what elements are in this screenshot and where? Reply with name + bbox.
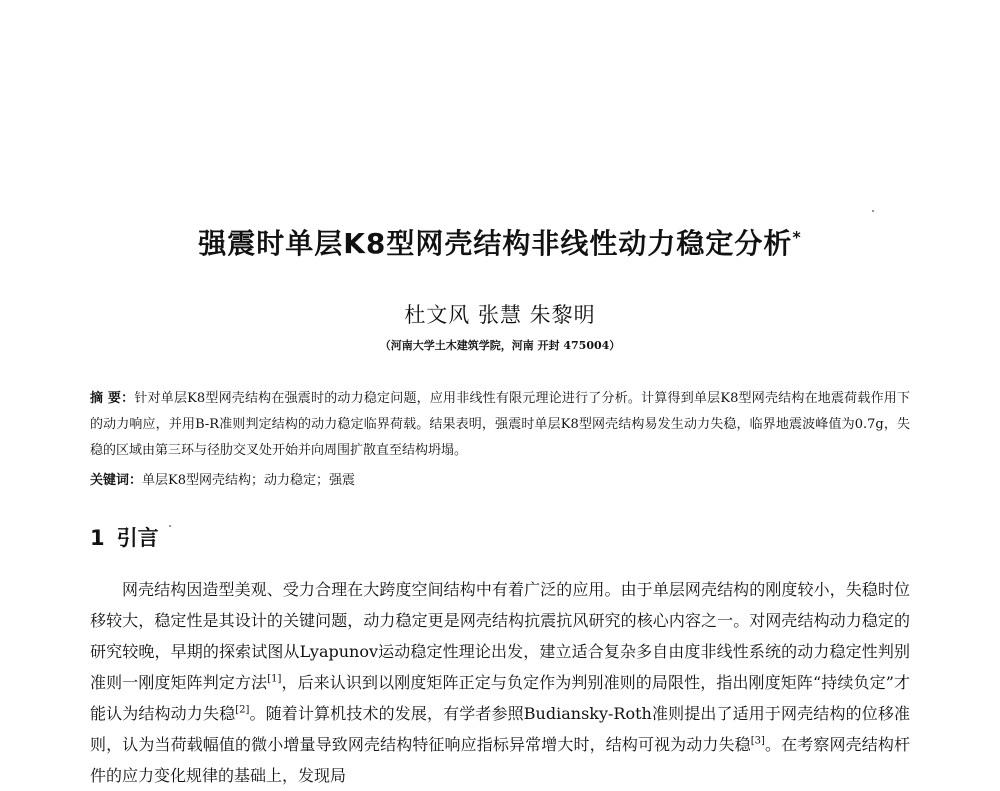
citation-2: [2] bbox=[235, 704, 250, 716]
section-title: 引言 bbox=[116, 526, 159, 550]
section-heading bbox=[90, 522, 159, 552]
abstract-text: 针对单层K8型网壳结构在强震时的动力稳定问题，应用非线性有限元理论进行了分析。计算得到单层K8型网壳结构在地震荷载作用下的动力响应，并用B-R准则判定结构的动力稳定临界荷载。结果表明，强震时单层K8型网壳结构易发生动力失稳，临界地震波峰值为0.7g，失稳的区域由第三环与径肋交叉处开始并向周围扩散直至结构坍塌。 bbox=[90, 391, 911, 458]
title-footnote-mark: * bbox=[792, 227, 802, 247]
keywords bbox=[90, 468, 910, 494]
scan-speck bbox=[872, 210, 874, 212]
body-text-part-1: 网壳结构因造型美观、受力合理在大跨度空间结构中有着广泛的应用。由于单层网壳结构的刚度较小，失稳时位移较大，稳定性是其设计的关键问题，动力稳定更是网壳结构抗震抗风研究的核心内容之一。对网壳结构动力稳定的研究较晚，早期的探索试图从Lyapunov运动稳定性理论出发，建立适合复杂多自由度非线性系统的动力稳定性判别准则一刚度矩阵判定方法 bbox=[90, 580, 910, 692]
title-text: 强震时单层K8型网壳结构非线性动力稳定分析 bbox=[198, 227, 793, 260]
keywords-label: 关键词： bbox=[90, 473, 143, 488]
scan-speck bbox=[169, 525, 171, 527]
abstract bbox=[90, 386, 910, 464]
keywords-text: 单层K8型网壳结构；动力稳定；强震 bbox=[142, 473, 355, 488]
section-number: 1 bbox=[90, 526, 105, 550]
abstract-label: 摘 要： bbox=[90, 391, 135, 406]
citation-1: [1] bbox=[267, 673, 282, 685]
citation-3: [3] bbox=[750, 735, 765, 747]
body-text-part-2: ，后来认识到以刚度矩阵正定与负定作为判别准则的局限性，指出刚度矩阵“持续负定”才能认为结构动力失稳 bbox=[90, 673, 910, 723]
body-text-part-4: 。在考察网壳结构杆件的应力变化规律的基础上，发现局 bbox=[90, 735, 910, 785]
body-paragraph bbox=[90, 574, 910, 791]
authors: 杜文风 张慧 朱黎明 bbox=[404, 303, 596, 327]
body-text-part-3: 。随着计算机技术的发展，有学者参照Budiansky-Roth准则提出了适用于网壳结构的位移准则，认为当荷载幅值的微小增量导致网壳结构特征响应指标异常增大时，结构可视为动力失稳 bbox=[90, 704, 910, 754]
paper-title bbox=[0, 222, 1000, 262]
affiliation: （河南大学土木建筑学院，河南 开封 475004） bbox=[379, 339, 621, 352]
